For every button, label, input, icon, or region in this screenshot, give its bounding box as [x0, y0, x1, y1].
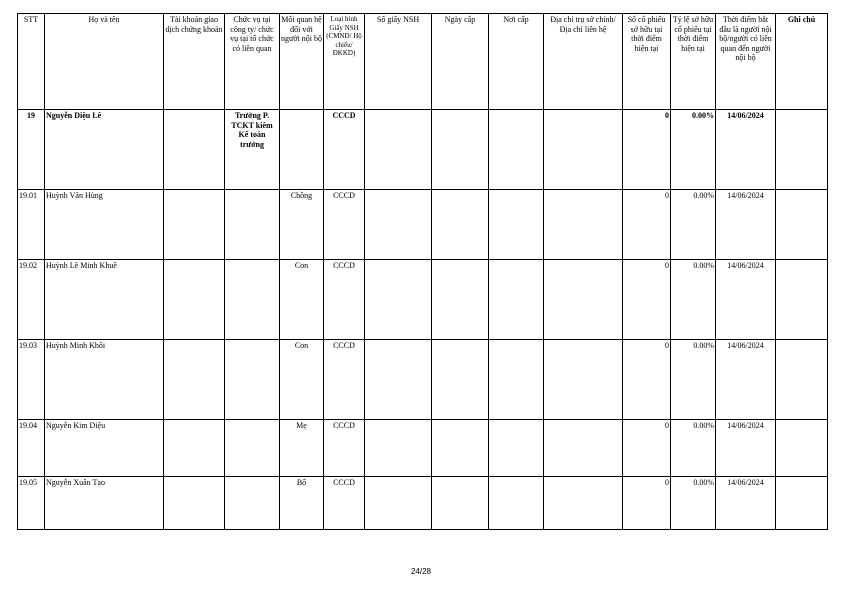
cell-address	[544, 110, 623, 190]
cell-issue-place	[489, 420, 544, 477]
cell-position	[225, 260, 280, 340]
cell-shares: 0	[623, 340, 671, 420]
header-relation: Mối quan hệ đối với người nội bộ	[280, 14, 324, 110]
cell-ratio: 0.00%	[671, 260, 716, 340]
cell-stt: 19.05	[18, 477, 45, 530]
cell-note	[776, 190, 828, 260]
cell-stt: 19.03	[18, 340, 45, 420]
cell-id-number	[365, 477, 432, 530]
cell-name: Huỳnh Văn Hùng	[45, 190, 164, 260]
header-position: Chức vụ tại công ty/ chức vụ tại tổ chức có liên quan	[225, 14, 280, 110]
page-number: 24/28	[410, 567, 432, 576]
cell-stt: 19.04	[18, 420, 45, 477]
cell-stt: 19.02	[18, 260, 45, 340]
cell-relation: Con	[280, 260, 324, 340]
header-address: Địa chỉ trụ sở chính/Địa chỉ liên hệ	[544, 14, 623, 110]
cell-start-date: 14/06/2024	[716, 190, 776, 260]
cell-address	[544, 340, 623, 420]
cell-name: Nguyễn Kim Diệu	[45, 420, 164, 477]
cell-shares: 0	[623, 190, 671, 260]
cell-relation: Chồng	[280, 190, 324, 260]
cell-id-number	[365, 110, 432, 190]
cell-issue-place	[489, 190, 544, 260]
header-id-type: Loại hình Giấy NSH (CMND/ Hộ chiếu/ ĐKKD)	[324, 14, 365, 110]
cell-account	[164, 477, 225, 530]
cell-ratio: 0.00%	[671, 340, 716, 420]
cell-shares: 0	[623, 260, 671, 340]
cell-name: Huỳnh Lê Minh Khuê	[45, 260, 164, 340]
cell-id-type: CCCD	[324, 190, 365, 260]
cell-stt: 19	[18, 110, 45, 190]
cell-account	[164, 190, 225, 260]
cell-stt: 19.01	[18, 190, 45, 260]
table-row	[18, 110, 828, 190]
header-shares: Số cổ phiếu sở hữu tại thời điểm hiện tại	[623, 14, 671, 110]
cell-account	[164, 420, 225, 477]
cell-position: Trưởng P. TCKT kiêm Kế toán trưởng	[225, 110, 280, 190]
header-name: Họ và tên	[45, 14, 164, 110]
table-row	[18, 190, 828, 260]
table-row	[18, 420, 828, 477]
table-row	[18, 260, 828, 340]
cell-id-number	[365, 420, 432, 477]
cell-start-date: 14/06/2024	[716, 477, 776, 530]
table-row	[18, 477, 828, 530]
header-row	[18, 14, 828, 110]
header-issue-date: Ngày cấp	[432, 14, 489, 110]
cell-issue-place	[489, 260, 544, 340]
cell-relation: Con	[280, 340, 324, 420]
cell-name: Huỳnh Minh Khôi	[45, 340, 164, 420]
header-ratio: Tỷ lệ sở hữu cổ phiếu tại thời điểm hiện tại	[671, 14, 716, 110]
cell-id-type: CCCD	[324, 260, 365, 340]
cell-position	[225, 340, 280, 420]
cell-name: Nguyễn Xuân Tạo	[45, 477, 164, 530]
cell-id-type: CCCD	[324, 110, 365, 190]
header-start-date: Thời điểm bắt đầu là người nội bộ/người có liên quan đến người nội bộ	[716, 14, 776, 110]
cell-start-date: 14/06/2024	[716, 420, 776, 477]
cell-address	[544, 420, 623, 477]
cell-shares: 0	[623, 420, 671, 477]
header-issue-place: Nơi cấp	[489, 14, 544, 110]
cell-issue-date	[432, 477, 489, 530]
cell-id-type: CCCD	[324, 420, 365, 477]
cell-issue-place	[489, 340, 544, 420]
cell-relation: Mẹ	[280, 420, 324, 477]
cell-account	[164, 340, 225, 420]
cell-note	[776, 420, 828, 477]
header-id-number: Số giấy NSH	[365, 14, 432, 110]
cell-issue-date	[432, 260, 489, 340]
cell-issue-date	[432, 420, 489, 477]
cell-address	[544, 190, 623, 260]
cell-position	[225, 190, 280, 260]
cell-account	[164, 110, 225, 190]
cell-issue-place	[489, 477, 544, 530]
cell-ratio: 0.00%	[671, 190, 716, 260]
cell-id-number	[365, 190, 432, 260]
cell-address	[544, 477, 623, 530]
cell-relation: Bố	[280, 477, 324, 530]
cell-relation	[280, 110, 324, 190]
cell-issue-place	[489, 110, 544, 190]
header-note: Ghi chú	[776, 14, 828, 110]
cell-issue-date	[432, 340, 489, 420]
cell-shares: 0	[623, 477, 671, 530]
cell-ratio: 0.00%	[671, 477, 716, 530]
cell-issue-date	[432, 190, 489, 260]
cell-account	[164, 260, 225, 340]
cell-address	[544, 260, 623, 340]
cell-note	[776, 260, 828, 340]
cell-shares: 0	[623, 110, 671, 190]
cell-note	[776, 477, 828, 530]
cell-start-date: 14/06/2024	[716, 260, 776, 340]
table-row	[18, 340, 828, 420]
cell-start-date: 14/06/2024	[716, 340, 776, 420]
cell-start-date: 14/06/2024	[716, 110, 776, 190]
cell-note	[776, 110, 828, 190]
header-stt: STT	[18, 14, 45, 110]
cell-issue-date	[432, 110, 489, 190]
cell-id-number	[365, 340, 432, 420]
cell-ratio: 0.00%	[671, 420, 716, 477]
header-account: Tài khoản giao dịch chứng khoán	[164, 14, 225, 110]
cell-id-number	[365, 260, 432, 340]
insider-table	[17, 13, 828, 530]
cell-name: Nguyễn Diệu Lê	[45, 110, 164, 190]
cell-ratio: 0.00%	[671, 110, 716, 190]
cell-position	[225, 477, 280, 530]
cell-id-type: CCCD	[324, 340, 365, 420]
cell-id-type: CCCD	[324, 477, 365, 530]
cell-position	[225, 420, 280, 477]
cell-note	[776, 340, 828, 420]
